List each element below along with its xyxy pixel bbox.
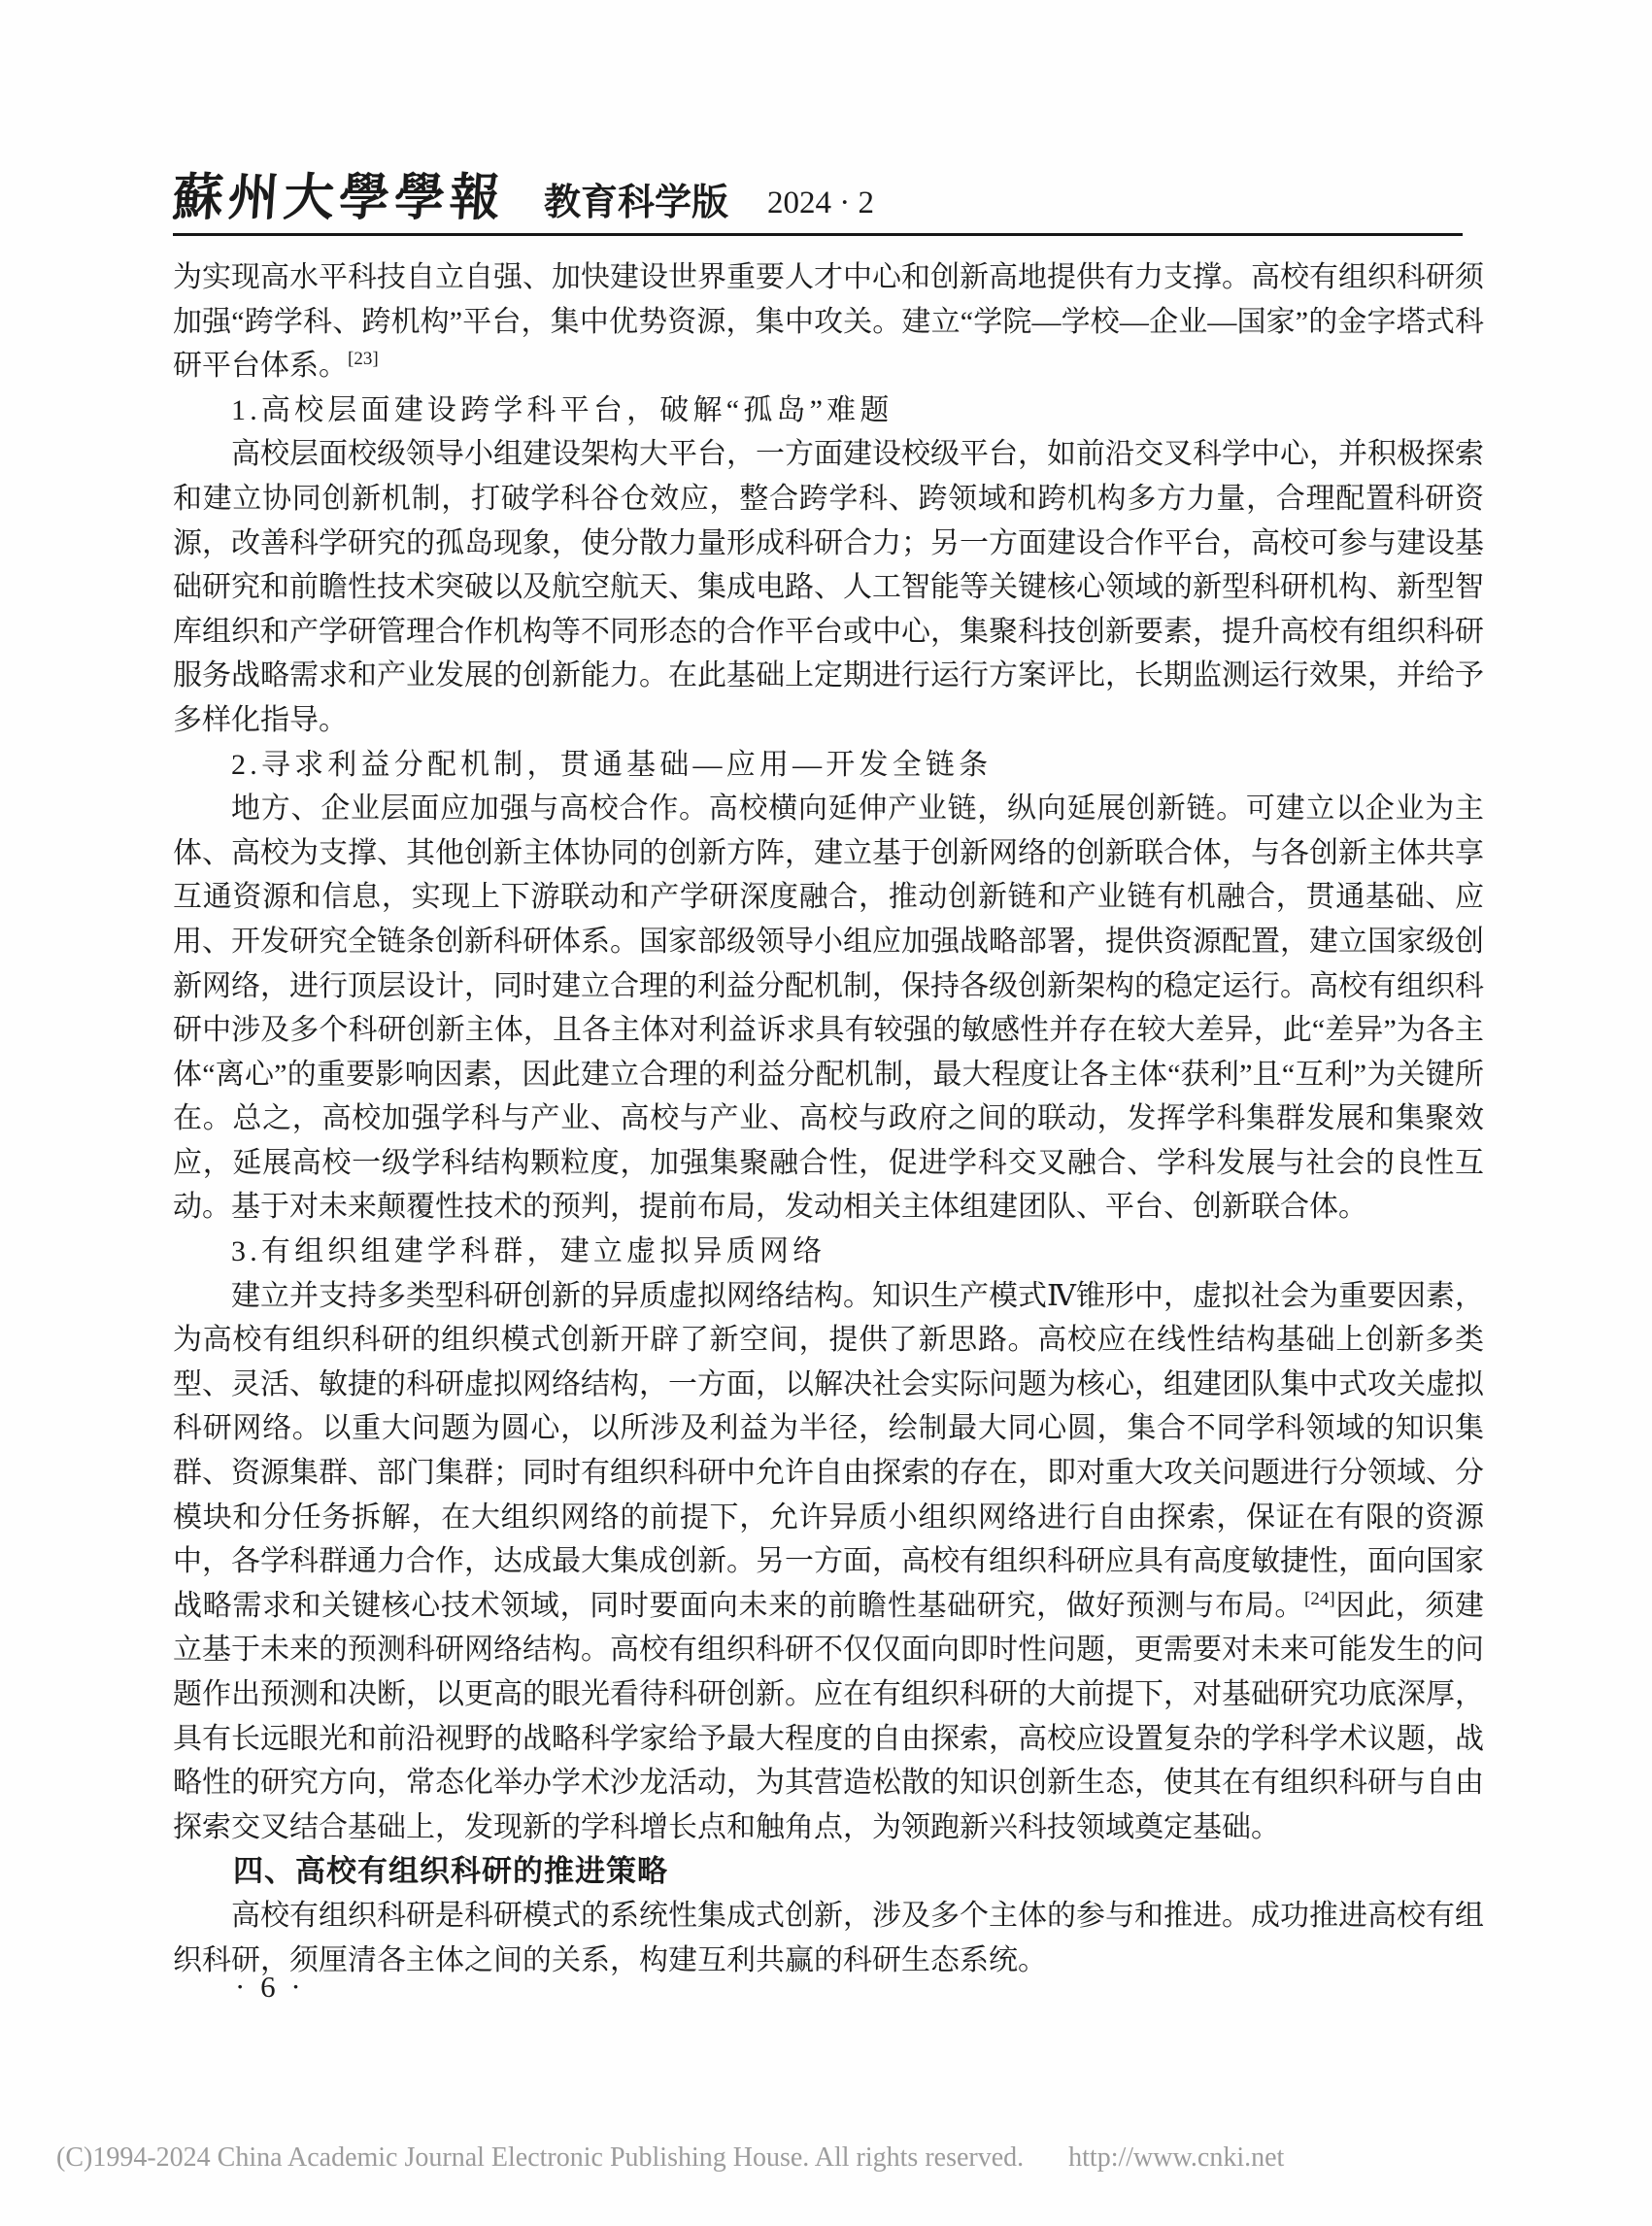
- paragraph-text: 建立并支持多类型科研创新的异质虚拟网络结构。知识生产模式Ⅳ锥形中，虚拟社会为重要因素，为高校有组织科研的组织模式创新开辟了新空间，提供了新思路。高校应在线性结构基础上创新多类型、灵活、敏捷的科研虚拟网络结构，一方面，以解决社会实际问题为核心，组建团队集中式攻关虚拟科研网络。以重大问题为圆心，以所涉及利益为半径，绘制最大同心圆，集合不同学科领域的知识集群、资源集群、部门集群；同时有组织科研中允许自由探索的存在，即对重大攻关问题进行分领域、分模块和分任务拆解，在大组织网络的前提下，允许异质小组织网络进行自由探索，保证在有限的资源中，各学科群通力合作，达成最大集成创新。另一方面，高校有组织科研应具有高度敏捷性，面向国家战略需求和关键核心技术领域，同时要面向未来的前瞻性基础研究，做好预测与布局。: [173, 1279, 1484, 1622]
- paragraph-text: 为实现高水平科技自立自强、加快建设世界重要人才中心和创新高地提供有力支撑。高校有组织科研须加强“跨学科、跨机构”平台，集中优势资源，集中攻关。建立“学院—学校—企业—国家”的金字塔式科研平台体系。: [173, 261, 1484, 383]
- paragraph-virtual-network: [173, 1274, 1484, 1850]
- journal-issue-number: 2024 · 2: [767, 186, 875, 220]
- citation-ref-24: [24]: [1304, 1588, 1335, 1609]
- section-heading-4: 四、高校有组织科研的推进策略: [233, 1854, 668, 1889]
- scan-footer: [56, 2142, 1630, 2174]
- subsection-heading-2: 2.寻求利益分配机制，贯通基础—应用—开发全链条: [231, 748, 993, 781]
- subsection-heading-3: 3.有组织组建学科群，建立虚拟异质网络: [231, 1235, 826, 1268]
- paragraph-continuation: [173, 255, 1484, 388]
- paragraph-cross-discipline-platform: 高校层面校级领导小组建设架构大平台，一方面建设校级平台，如前沿交叉科学中心，并积极探索和建立协同创新机制，打破学科谷仓效应，整合跨学科、跨领域和跨机构多方力量，合理配置科研资源，改善科学研究的孤岛现象，使分散力量形成科研合力；另一方面建设合作平台，高校可参与建设基础研究和前瞻性技术突破以及航空航天、集成电路、人工智能等关键核心领域的新型科研机构、新型智库组织和产学研管理合作机构等不同形态的合作平台或中心，集聚科技创新要素，提升高校有组织科研服务战略需求和产业发展的创新能力。在此基础上定期进行运行方案评比，长期监测运行效果，并给予多样化指导。: [173, 438, 1484, 736]
- paragraph-text: 因此，须建立基于未来的预测科研网络结构。高校有组织科研不仅仅面向即时性问题，更需要对未来可能发生的问题作出预测和决断，以更高的眼光看待科研创新。应在有组织科研的大前提下，对基础研究功底深厚，具有长远眼光和前沿视野的战略科学家给予最大程度的自由探索，高校应设置复杂的学科学术议题，战略性的研究方向，常态化举办学术沙龙活动，为其营造松散的知识创新生态，使其在有组织科研与自由探索交叉结合基础上，发现新的学科增长点和触角点，为领跑新兴科技领域奠定基础。: [173, 1589, 1484, 1843]
- journal-logo: 蘇州大學學報: [170, 168, 508, 227]
- paragraph-benefit-distribution: 地方、企业层面应加强与高校合作。高校横向延伸产业链，纵向延展创新链。可建立以企业为主体、高校为支撑、其他创新主体协同的创新方阵，建立基于创新网络的创新联合体，与各创新主体共享互通资源和信息，实现上下游联动和产学研深度融合，推动创新链和产业链有机融合，贯通基础、应用、开发研究全链条创新科研体系。国家部级领导小组应加强战略部署，提供资源配置，建立国家级创新网络，进行顶层设计，同时建立合理的利益分配机制，保持各级创新架构的稳定运行。高校有组织科研中涉及多个科研创新主体，且各主体对利益诉求具有较强的敏感性并存在较大差异，此“差异”为各主体“离心”的重要影响因素，因此建立合理的利益分配机制，最大程度让各主体“获利”且“互利”为关键所在。总之，高校加强学科与产业、高校与产业、高校与政府之间的联动，发挥学科集群发展和集聚效应，延展高校一级学科结构颗粒度，加强集聚融合性，促进学科交叉融合、学科发展与社会的良性互动。基于对未来颠覆性技术的预判，提前布局，发动相关主体组建团队、平台、创新联合体。: [173, 793, 1484, 1224]
- subsection-heading-1: 1.高校层面建设跨学科平台，破解“孤岛”难题: [231, 393, 893, 426]
- article-body: [173, 255, 1484, 1982]
- paragraph-promotion-strategy: 高校有组织科研是科研模式的系统性集成式创新，涉及多个主体的参与和推进。成功推进高校有组织科研，须厘清各主体之间的关系，构建互利共赢的科研生态系统。: [173, 1899, 1484, 1976]
- copyright-notice: (C)1994-2024 China Academic Journal Electronic Publishing House. All rights reserved.: [56, 2142, 1025, 2173]
- cnki-url: http://www.cnki.net: [1068, 2142, 1285, 2173]
- journal-header: [170, 168, 1463, 236]
- page-number: · 6 ·: [235, 1970, 305, 2004]
- citation-ref-23: [23]: [348, 349, 379, 370]
- journal-edition-label: 教育科学版: [544, 183, 729, 223]
